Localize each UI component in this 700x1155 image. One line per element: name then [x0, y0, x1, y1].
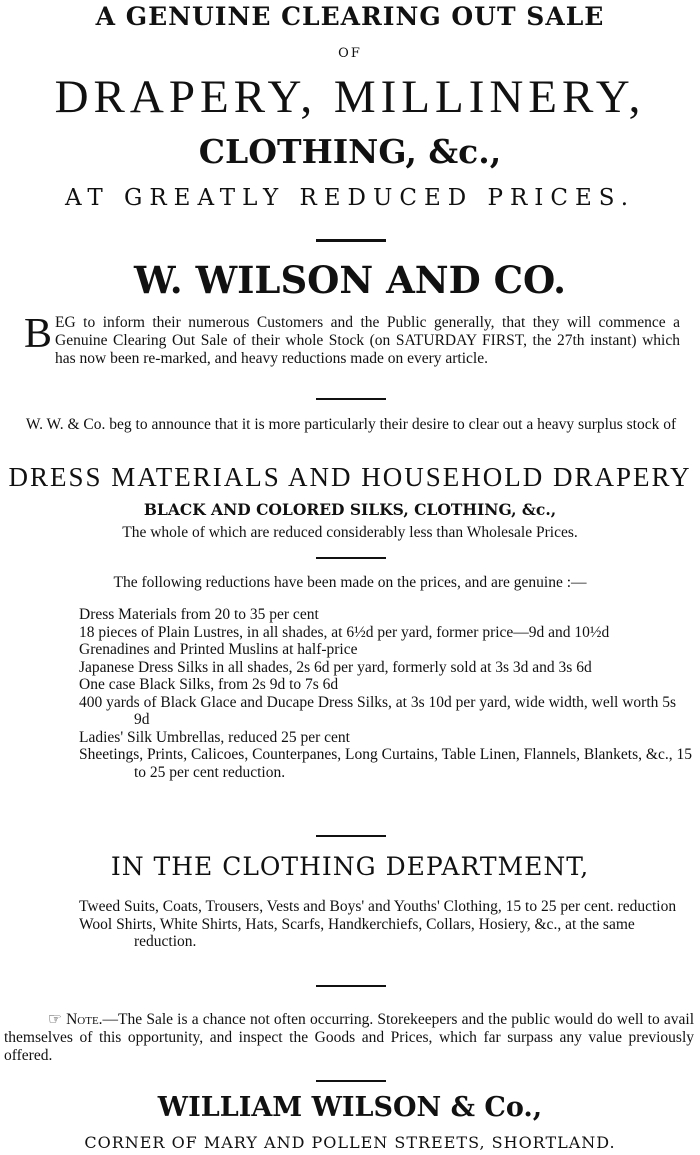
announce-text: W. W. & Co. beg to announce that it is more particularly their desire to clear out a heavy surplus stock of [25, 416, 677, 433]
headline-line-1: A GENUINE CLEARING OUT SALE [95, 2, 605, 31]
pointing-hand-icon: ☞ [48, 1011, 62, 1028]
divider-rule [316, 398, 386, 400]
announce-line-1: DRESS MATERIALS AND HOUSEHOLD DRAPERY [8, 462, 692, 492]
divider-rule [316, 1080, 386, 1082]
headline-of: OF [338, 46, 362, 61]
list-item: Grenadines and Printed Muslins at half-price [79, 641, 358, 658]
divider-rule [316, 239, 386, 242]
divider-rule [316, 835, 386, 837]
divider-rule [316, 557, 386, 559]
intro-paragraph [24, 311, 680, 368]
list-item: Ladies' Silk Umbrellas, reduced 25 per cent [79, 728, 350, 746]
firm-name: W. WILSON AND CO. [134, 258, 566, 302]
reductions-list [79, 606, 694, 781]
note-label: Note. [66, 1011, 103, 1028]
reductions-intro: The following reductions have been made on the prices, and are genuine :— [113, 574, 587, 591]
list-item: 18 pieces of Plain Lustres, in all shades, at 6½d per yard, former price—9d and 10½d [79, 623, 610, 641]
headline-line-3: CLOTHING, &c., [198, 132, 502, 171]
note-text: —The Sale is a chance not often occurring. Storekeepers and the public would do well to avail themselves of this opportunity, and inspect the Goods and Prices, which far surpass any value previously offered. [4, 1011, 695, 1064]
clothing-list [79, 898, 694, 951]
list-item: 400 yards of Black Glace and Ducape Dress Silks, at 3s 10d per yard, wide width, well worth 5s 9d [79, 693, 677, 728]
list-item: Tweed Suits, Coats, Trousers, Vests and Boys' and Youths' Clothing, 15 to 25 per cent. reduction [79, 898, 677, 915]
intro-text: EG to inform their numerous Customers and the Public generally, that they will commence a Genuine Clearing Out Sale of their whole Stock (on SATURDAY FIRST, the 27th instant) which has now been re-marked, and heavy reductions made on every article. [55, 314, 680, 367]
list-item: Sheetings, Prints, Calicoes, Counterpanes, Long Curtains, Table Linen, Flannels, Blankets, &c., 15 to 25 per cent reduction. [79, 746, 692, 781]
list-item: Wool Shirts, White Shirts, Hats, Scarfs, Handkerchiefs, Collars, Hosiery, &c., at the same reduction. [79, 915, 635, 950]
headline-line-2: DRAPERY, MILLINERY, [54, 71, 646, 123]
clothing-heading: IN THE CLOTHING DEPARTMENT, [110, 852, 590, 881]
note-paragraph [4, 1011, 694, 1065]
divider-rule [316, 985, 386, 987]
list-item: Dress Materials from 20 to 35 per cent [79, 606, 319, 623]
drop-cap: B [24, 311, 53, 357]
announce-line-2: BLACK AND COLORED SILKS, CLOTHING, &c., [143, 500, 557, 519]
announce-line-3: The whole of which are reduced considerably less than Wholesale Prices. [122, 524, 578, 541]
signature-address: CORNER OF MARY AND POLLEN STREETS, SHORTLAND. [84, 1133, 616, 1152]
signature-name: WILLIAM WILSON & Co., [157, 1092, 543, 1123]
headline-line-4: AT GREATLY REDUCED PRICES. [64, 185, 636, 211]
list-item: One case Black Silks, from 2s 9d to 7s 6d [79, 676, 339, 693]
list-item: Japanese Dress Silks in all shades, 2s 6d per yard, formerly sold at 3s 3d and 3s 6d [79, 658, 592, 676]
